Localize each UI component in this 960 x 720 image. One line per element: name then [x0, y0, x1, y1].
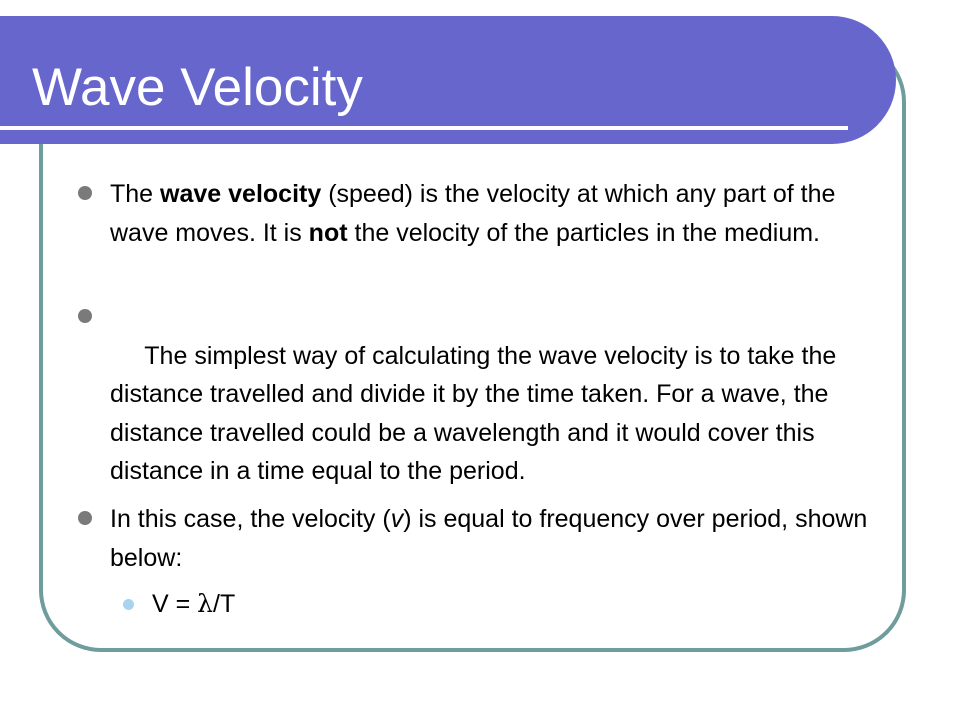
formula-prefix: V =	[152, 590, 198, 618]
bullet-dot-2	[78, 309, 92, 323]
lambda-symbol: λ	[197, 589, 214, 618]
formula-suffix: /T	[213, 590, 236, 618]
bullet-item-1	[110, 175, 890, 252]
bullet-dot-3	[78, 511, 92, 525]
bullet-1-text-a: The	[110, 180, 161, 208]
bullet-item-2	[110, 298, 890, 529]
bullet-1-bold-wave-velocity: wave velocity	[160, 180, 322, 208]
slide-title: Wave Velocity	[32, 58, 363, 117]
sub-bullet-formula	[152, 585, 235, 623]
bullet-2-text: The simplest way of calculating the wave velocity is to take the distance travelled and divide it by the time taken. For a wave, the distance travelled could be a wavelength and it would cover this distance in a time equal to the period.	[110, 341, 844, 485]
bullet-3-text-b: ) is equal to frequency over period, shown below:	[110, 505, 868, 572]
sub-bullet-dot	[123, 599, 134, 610]
bullet-dot-1	[78, 186, 92, 200]
bullet-1-text-c: the velocity of the particles in the medium.	[347, 218, 820, 247]
bullet-1-text-b: (speed) is the velocity at which any part of the wave moves. It is	[110, 180, 836, 247]
bullet-3-italic-v: v	[390, 505, 404, 533]
bullet-1-bold-not: not	[308, 218, 348, 247]
bullet-3-text-a: In this case, the velocity (	[110, 505, 391, 533]
bullet-item-3	[110, 500, 890, 577]
